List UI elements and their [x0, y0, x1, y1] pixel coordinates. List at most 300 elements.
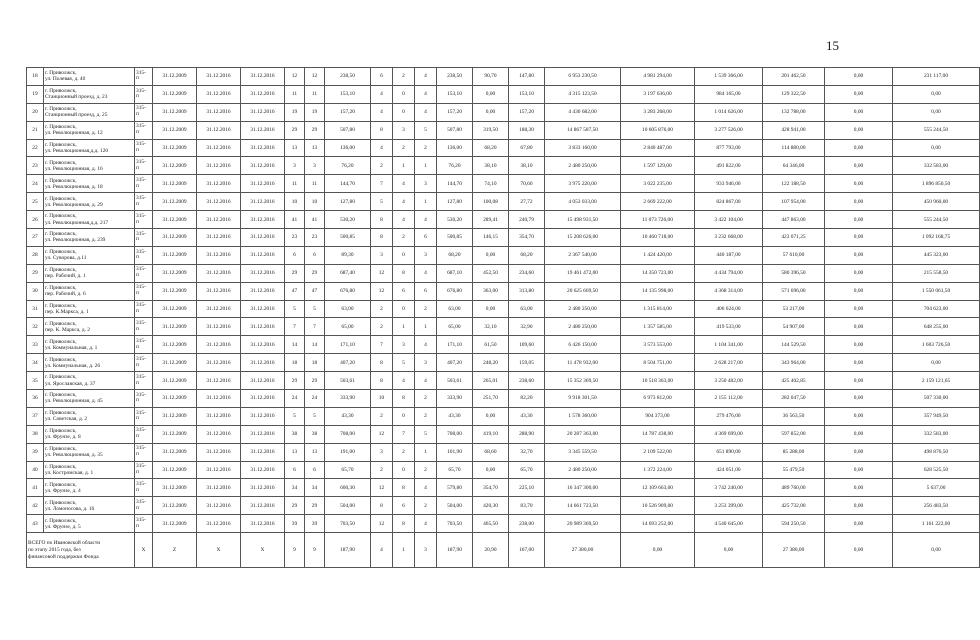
- cell-d2: 31.12.2016: [197, 407, 241, 425]
- row-number: 22: [27, 139, 44, 157]
- cell-a1: 76,20: [437, 157, 473, 175]
- cell-d1: 31.12.2009: [153, 85, 197, 103]
- cell-a3: 43,30: [509, 407, 545, 425]
- cell-a2: 420,30: [473, 497, 509, 515]
- address-street: ул. Суворова, д.11: [45, 255, 87, 262]
- cell-p3: 4: [415, 68, 437, 86]
- cell-f2: 3 277 526,00: [695, 121, 763, 139]
- address-cell: [44, 193, 135, 211]
- cell-c2: 6: [305, 246, 325, 264]
- cell-c2: 24: [305, 390, 325, 408]
- cell-c1: 10: [285, 193, 305, 211]
- document-cell: [135, 139, 153, 157]
- cell-c2: 10: [305, 193, 325, 211]
- cell-a3: 70,60: [509, 175, 545, 193]
- table-row: [27, 282, 980, 300]
- row-number: 34: [27, 354, 44, 372]
- cell-d2: 31.12.2016: [197, 68, 241, 86]
- cell-d3: 31.12.2016: [241, 407, 285, 425]
- document-suffix: п: [136, 343, 139, 350]
- cell-cost: 3 833 160,00: [545, 139, 621, 157]
- table-row: [27, 390, 980, 408]
- cell-p1: 2: [371, 461, 393, 479]
- address-city: г. Приволжск,: [45, 159, 77, 166]
- cell-f3: 144 529,50: [763, 336, 825, 354]
- cell-p3: 4: [415, 515, 437, 533]
- cell-f1: 3 022 235,00: [621, 175, 695, 193]
- total-cell-area: 187,90: [325, 533, 371, 568]
- cell-d3: 31.12.2016: [241, 246, 285, 264]
- cell-f1: 14 693 252,00: [621, 515, 695, 533]
- document-cell: [135, 121, 153, 139]
- cell-c2: 7: [305, 318, 325, 336]
- address-cell: [44, 229, 135, 247]
- cell-c2: 29: [305, 372, 325, 390]
- cell-c1: 47: [285, 282, 305, 300]
- document-cell: [135, 443, 153, 461]
- cell-p2: 0: [393, 300, 415, 318]
- table-row: [27, 407, 980, 425]
- cell-d2: 31.12.2016: [197, 264, 241, 282]
- cell-f5: 215 558,50: [893, 264, 980, 282]
- cell-f3: 85 288,00: [763, 443, 825, 461]
- cell-p1: 12: [371, 264, 393, 282]
- total-cell-f3: 27 380,00: [763, 533, 825, 568]
- cell-p2: 2: [393, 68, 415, 86]
- cell-d1: 31.12.2009: [153, 229, 197, 247]
- row-number: 39: [27, 443, 44, 461]
- cell-a2: 0,00: [473, 300, 509, 318]
- cell-area: 687,40: [325, 264, 371, 282]
- cell-d3: 31.12.2016: [241, 354, 285, 372]
- total-label: [27, 533, 135, 568]
- cell-f4: 0,00: [825, 336, 893, 354]
- total-cell-c2: 9: [305, 533, 325, 568]
- cell-f1: 12 109 663,00: [621, 479, 695, 497]
- document-suffix: п: [136, 129, 139, 136]
- cell-a1: 504,00: [437, 497, 473, 515]
- address-street: Станционный проезд, д. 25: [45, 112, 108, 119]
- cell-p2: 0: [393, 85, 415, 103]
- cell-p1: 2: [371, 157, 393, 175]
- document-number: 315-: [136, 302, 146, 309]
- cell-d1: 31.12.2009: [153, 443, 197, 461]
- row-number: 37: [27, 407, 44, 425]
- table-body: [27, 68, 980, 568]
- address-street: ул. Полевая, д. 40: [45, 76, 86, 83]
- address-city: г. Приволжск,: [45, 213, 77, 220]
- cell-a1: 65,00: [437, 318, 473, 336]
- total-cell-f5: 0,00: [893, 533, 980, 568]
- cell-a3: 313,80: [509, 282, 545, 300]
- cell-a2: 319,50: [473, 121, 509, 139]
- document-cell: [135, 103, 153, 121]
- address-cell: [44, 461, 135, 479]
- cell-c1: 5: [285, 300, 305, 318]
- cell-f3: 132 788,00: [763, 103, 825, 121]
- document-suffix: п: [136, 290, 139, 297]
- cell-f2: 279 476,00: [695, 407, 763, 425]
- row-number: 24: [27, 175, 44, 193]
- row-number: 36: [27, 390, 44, 408]
- document-cell: [135, 229, 153, 247]
- address-cell: [44, 497, 135, 515]
- cell-p2: 6: [393, 497, 415, 515]
- cell-f1: 904 373,00: [621, 407, 695, 425]
- total-cell-p3: 3: [415, 533, 437, 568]
- cell-d3: 31.12.2016: [241, 372, 285, 390]
- row-number: 18: [27, 68, 44, 86]
- cell-f3: 36 563,50: [763, 407, 825, 425]
- cell-a3: 38,10: [509, 157, 545, 175]
- cell-d1: 31.12.2009: [153, 139, 197, 157]
- cell-cost: 15 208 626,00: [545, 229, 621, 247]
- address-street: ул. Советская, д. 2: [45, 416, 88, 423]
- cell-a1: 127,80: [437, 193, 473, 211]
- cell-f2: 419 533,00: [695, 318, 763, 336]
- cell-d1: 31.12.2009: [153, 157, 197, 175]
- cell-f3: 107 954,00: [763, 193, 825, 211]
- cell-f2: 4 540 645,00: [695, 515, 763, 533]
- cell-p2: 8: [393, 390, 415, 408]
- cell-area: 500,85: [325, 229, 371, 247]
- cell-cost: 20 625 669,50: [545, 282, 621, 300]
- cell-p2: 2: [393, 443, 415, 461]
- document-cell: [135, 318, 153, 336]
- cell-d2: 31.12.2016: [197, 479, 241, 497]
- row-number: 19: [27, 85, 44, 103]
- cell-a2: 354,70: [473, 479, 509, 497]
- cell-c1: 24: [285, 390, 305, 408]
- cell-p1: 12: [371, 425, 393, 443]
- document-number: 315-: [136, 373, 146, 380]
- cell-f2: 651 890,00: [695, 443, 763, 461]
- cell-cost: 19 461 472,00: [545, 264, 621, 282]
- cell-p1: 4: [371, 103, 393, 121]
- cell-p1: 3: [371, 443, 393, 461]
- cell-a1: 43,30: [437, 407, 473, 425]
- cell-f3: 57 610,00: [763, 246, 825, 264]
- cell-f3: 425 732,00: [763, 497, 825, 515]
- cell-f2: 440 187,00: [695, 246, 763, 264]
- cell-p1: 12: [371, 515, 393, 533]
- total-cell-cost: 27 380,00: [545, 533, 621, 568]
- address-street: ул. Фрунзе, д. 8: [45, 434, 81, 441]
- cell-c1: 6: [285, 461, 305, 479]
- cell-c1: 23: [285, 229, 305, 247]
- document-cell: [135, 300, 153, 318]
- document-number: 315-: [136, 87, 146, 94]
- cell-p3: 2: [415, 461, 437, 479]
- table-row: [27, 425, 980, 443]
- cell-c2: 29: [305, 497, 325, 515]
- cell-f3: 114 880,00: [763, 139, 825, 157]
- cell-a2: 61,50: [473, 336, 509, 354]
- cell-f4: 0,00: [825, 354, 893, 372]
- table-row: [27, 157, 980, 175]
- cell-p2: 2: [393, 139, 415, 157]
- row-number: 40: [27, 461, 44, 479]
- address-street: пер. Рабочий, д. 6: [45, 291, 86, 298]
- cell-f5: 5 637,00: [893, 479, 980, 497]
- table-row: [27, 175, 980, 193]
- cell-area: 76,20: [325, 157, 371, 175]
- cell-f1: 10 605 876,00: [621, 121, 695, 139]
- cell-f4: 0,00: [825, 443, 893, 461]
- cell-p1: 7: [371, 336, 393, 354]
- row-number: 43: [27, 515, 44, 533]
- document-number: 315-: [136, 176, 146, 183]
- cell-d2: 31.12.2016: [197, 211, 241, 229]
- row-number: 28: [27, 246, 44, 264]
- cell-f2: 3 742 240,00: [695, 479, 763, 497]
- cell-p2: 4: [393, 372, 415, 390]
- document-suffix: п: [136, 469, 139, 476]
- row-number: 38: [27, 425, 44, 443]
- cell-f2: 1 104 341,00: [695, 336, 763, 354]
- cell-d1: 31.12.2009: [153, 300, 197, 318]
- cell-a2: 465,50: [473, 515, 509, 533]
- cell-a3: 234,60: [509, 264, 545, 282]
- cell-area: 238,50: [325, 68, 371, 86]
- address-street: ул. Коммунальная, д. 1: [45, 344, 98, 351]
- cell-d1: 31.12.2009: [153, 121, 197, 139]
- cell-d2: 31.12.2016: [197, 103, 241, 121]
- document-cell: [135, 336, 153, 354]
- cell-d2: 31.12.2016: [197, 157, 241, 175]
- cell-area: 43,30: [325, 407, 371, 425]
- cell-p1: 5: [371, 193, 393, 211]
- table-row: [27, 443, 980, 461]
- cell-f4: 0,00: [825, 318, 893, 336]
- cell-c2: 14: [305, 336, 325, 354]
- cell-p2: 2: [393, 229, 415, 247]
- cell-f3: 571 696,00: [763, 282, 825, 300]
- document-cell: [135, 354, 153, 372]
- cell-a1: 687,10: [437, 264, 473, 282]
- document-suffix: п: [136, 451, 139, 458]
- document-cell: [135, 390, 153, 408]
- document-suffix: п: [136, 93, 139, 100]
- total-cell-a1: 187,90: [437, 533, 473, 568]
- document-suffix: п: [136, 200, 139, 207]
- cell-a2: 363,00: [473, 282, 509, 300]
- cell-area: 144,70: [325, 175, 371, 193]
- cell-a2: 452,50: [473, 264, 509, 282]
- cell-p3: 6: [415, 282, 437, 300]
- cell-f4: 0,00: [825, 372, 893, 390]
- cell-a2: 419,10: [473, 425, 509, 443]
- document-number: 315-: [136, 391, 146, 398]
- cell-p3: 2: [415, 300, 437, 318]
- cell-p3: 3: [415, 246, 437, 264]
- cell-cost: 14 661 723,50: [545, 497, 621, 515]
- cell-p3: 4: [415, 264, 437, 282]
- table-row: [27, 103, 980, 121]
- cell-f5: 555 244,50: [893, 121, 980, 139]
- document-suffix: п: [136, 522, 139, 529]
- table-row: [27, 354, 980, 372]
- cell-c2: 13: [305, 443, 325, 461]
- total-cell-p1: 4: [371, 533, 393, 568]
- document-suffix: п: [136, 272, 139, 279]
- cell-a3: 240,79: [509, 211, 545, 229]
- document-suffix: п: [136, 236, 139, 243]
- cell-p2: 0: [393, 246, 415, 264]
- cell-a1: 500,85: [437, 229, 473, 247]
- cell-p1: 8: [371, 497, 393, 515]
- cell-p1: 2: [371, 300, 393, 318]
- cell-a2: 289,41: [473, 211, 509, 229]
- document-cell: [135, 211, 153, 229]
- cell-d2: 31.12.2016: [197, 139, 241, 157]
- cell-cost: 16 347 300,00: [545, 479, 621, 497]
- cell-cost: 2 480 250,00: [545, 318, 621, 336]
- document-number: 315-: [136, 481, 146, 488]
- cell-c1: 18: [285, 354, 305, 372]
- cell-f5: 0,00: [893, 354, 980, 372]
- address-street: ул. Революционная, д. 12: [45, 130, 103, 137]
- cell-p1: 4: [371, 85, 393, 103]
- cell-p1: 8: [371, 354, 393, 372]
- total-cell-f2: 0,00: [695, 533, 763, 568]
- cell-d1: 31.12.2009: [153, 479, 197, 497]
- cell-a2: 0,00: [473, 85, 509, 103]
- cell-f4: 0,00: [825, 85, 893, 103]
- cell-f3: 580 396,50: [763, 264, 825, 282]
- address-city: г. Приволжск,: [45, 231, 77, 238]
- cell-c2: 3: [305, 157, 325, 175]
- cell-c1: 6: [285, 246, 305, 264]
- cell-d1: 31.12.2009: [153, 515, 197, 533]
- cell-p2: 0: [393, 407, 415, 425]
- cell-f4: 0,00: [825, 479, 893, 497]
- cell-c1: 39: [285, 515, 305, 533]
- cell-f1: 3 283 268,00: [621, 103, 695, 121]
- cell-c2: 34: [305, 479, 325, 497]
- cell-p1: 7: [371, 175, 393, 193]
- page-number: 15: [826, 38, 839, 53]
- row-number: 42: [27, 497, 44, 515]
- cell-c2: 11: [305, 85, 325, 103]
- cell-p2: 3: [393, 336, 415, 354]
- cell-c1: 11: [285, 175, 305, 193]
- document-cell: [135, 497, 153, 515]
- row-number: 21: [27, 121, 44, 139]
- cell-f1: 8 504 751,00: [621, 354, 695, 372]
- cell-cost: 2 480 250,00: [545, 300, 621, 318]
- address-street: ул. Фрунзе, д. 5: [45, 523, 81, 530]
- cell-area: 157,20: [325, 103, 371, 121]
- table-row: [27, 246, 980, 264]
- cell-p2: 4: [393, 193, 415, 211]
- cell-f1: 14 350 723,00: [621, 264, 695, 282]
- cell-c2: 12: [305, 68, 325, 86]
- document-cell: [135, 425, 153, 443]
- cell-p2: 1: [393, 318, 415, 336]
- cell-a2: 146,15: [473, 229, 509, 247]
- address-city: г. Приволжск,: [45, 70, 77, 77]
- cell-c1: 13: [285, 139, 305, 157]
- cell-f5: 507 330,00: [893, 390, 980, 408]
- cell-cost: 20 287 363,00: [545, 425, 621, 443]
- cell-c1: 14: [285, 336, 305, 354]
- cell-d3: 31.12.2016: [241, 211, 285, 229]
- document-cell: [135, 282, 153, 300]
- address-cell: [44, 68, 135, 86]
- row-number: 35: [27, 372, 44, 390]
- document-suffix: п: [136, 111, 139, 118]
- cell-f1: 6 973 812,00: [621, 390, 695, 408]
- cell-f1: 10 526 909,00: [621, 497, 695, 515]
- row-number: 27: [27, 229, 44, 247]
- cell-f5: 648 255,00: [893, 318, 980, 336]
- cell-f4: 0,00: [825, 246, 893, 264]
- cell-p1: 8: [371, 372, 393, 390]
- cell-f3: 425 402,85: [763, 372, 825, 390]
- cell-a3: 65,70: [509, 461, 545, 479]
- cell-a3: 159,05: [509, 354, 545, 372]
- cell-a2: 68,20: [473, 139, 509, 157]
- row-number: 23: [27, 157, 44, 175]
- cell-f5: 498 876,50: [893, 443, 980, 461]
- address-street: Станционный проезд, д. 23: [45, 94, 108, 101]
- address-city: г. Приволжск,: [45, 320, 77, 327]
- cell-p2: 0: [393, 103, 415, 121]
- table-row: [27, 336, 980, 354]
- cell-f3: 201 462,50: [763, 68, 825, 86]
- address-city: г. Приволжск,: [45, 177, 77, 184]
- cell-f5: 1 550 061,50: [893, 282, 980, 300]
- cell-f4: 0,00: [825, 211, 893, 229]
- address-cell: [44, 390, 135, 408]
- cell-f5: 704 623,00: [893, 300, 980, 318]
- document-suffix: п: [136, 397, 139, 404]
- cell-c1: 5: [285, 407, 305, 425]
- cell-d3: 31.12.2016: [241, 157, 285, 175]
- row-number: 31: [27, 300, 44, 318]
- document-number: 315-: [136, 123, 146, 130]
- cell-d2: 31.12.2016: [197, 515, 241, 533]
- cell-f4: 0,00: [825, 425, 893, 443]
- cell-d1: 31.12.2009: [153, 193, 197, 211]
- table-row: [27, 229, 980, 247]
- cell-a3: 32,90: [509, 318, 545, 336]
- document-number: 315-: [136, 516, 146, 523]
- cell-p2: 4: [393, 175, 415, 193]
- cell-c2: 13: [305, 139, 325, 157]
- cell-cost: 4 430 682,00: [545, 103, 621, 121]
- address-street: ул. Ярославская, д. 37: [45, 380, 96, 387]
- cell-a3: 67,80: [509, 139, 545, 157]
- document-number: 315-: [136, 320, 146, 327]
- cell-p3: 1: [415, 157, 437, 175]
- cell-a1: 65,70: [437, 461, 473, 479]
- cell-cost: 2 480 250,00: [545, 461, 621, 479]
- cell-f5: 450 960,00: [893, 193, 980, 211]
- cell-f1: 1 597 129,00: [621, 157, 695, 175]
- cell-f3: 129 322,50: [763, 85, 825, 103]
- table-row: [27, 318, 980, 336]
- cell-p2: 4: [393, 211, 415, 229]
- address-street: пер. К.Маркса, д. 1: [45, 309, 89, 316]
- cell-area: 191,00: [325, 443, 371, 461]
- cell-c1: 13: [285, 443, 305, 461]
- cell-f2: 4 368 314,00: [695, 282, 763, 300]
- cell-c2: 18: [305, 354, 325, 372]
- cell-d2: 31.12.2016: [197, 372, 241, 390]
- document-cell: [135, 264, 153, 282]
